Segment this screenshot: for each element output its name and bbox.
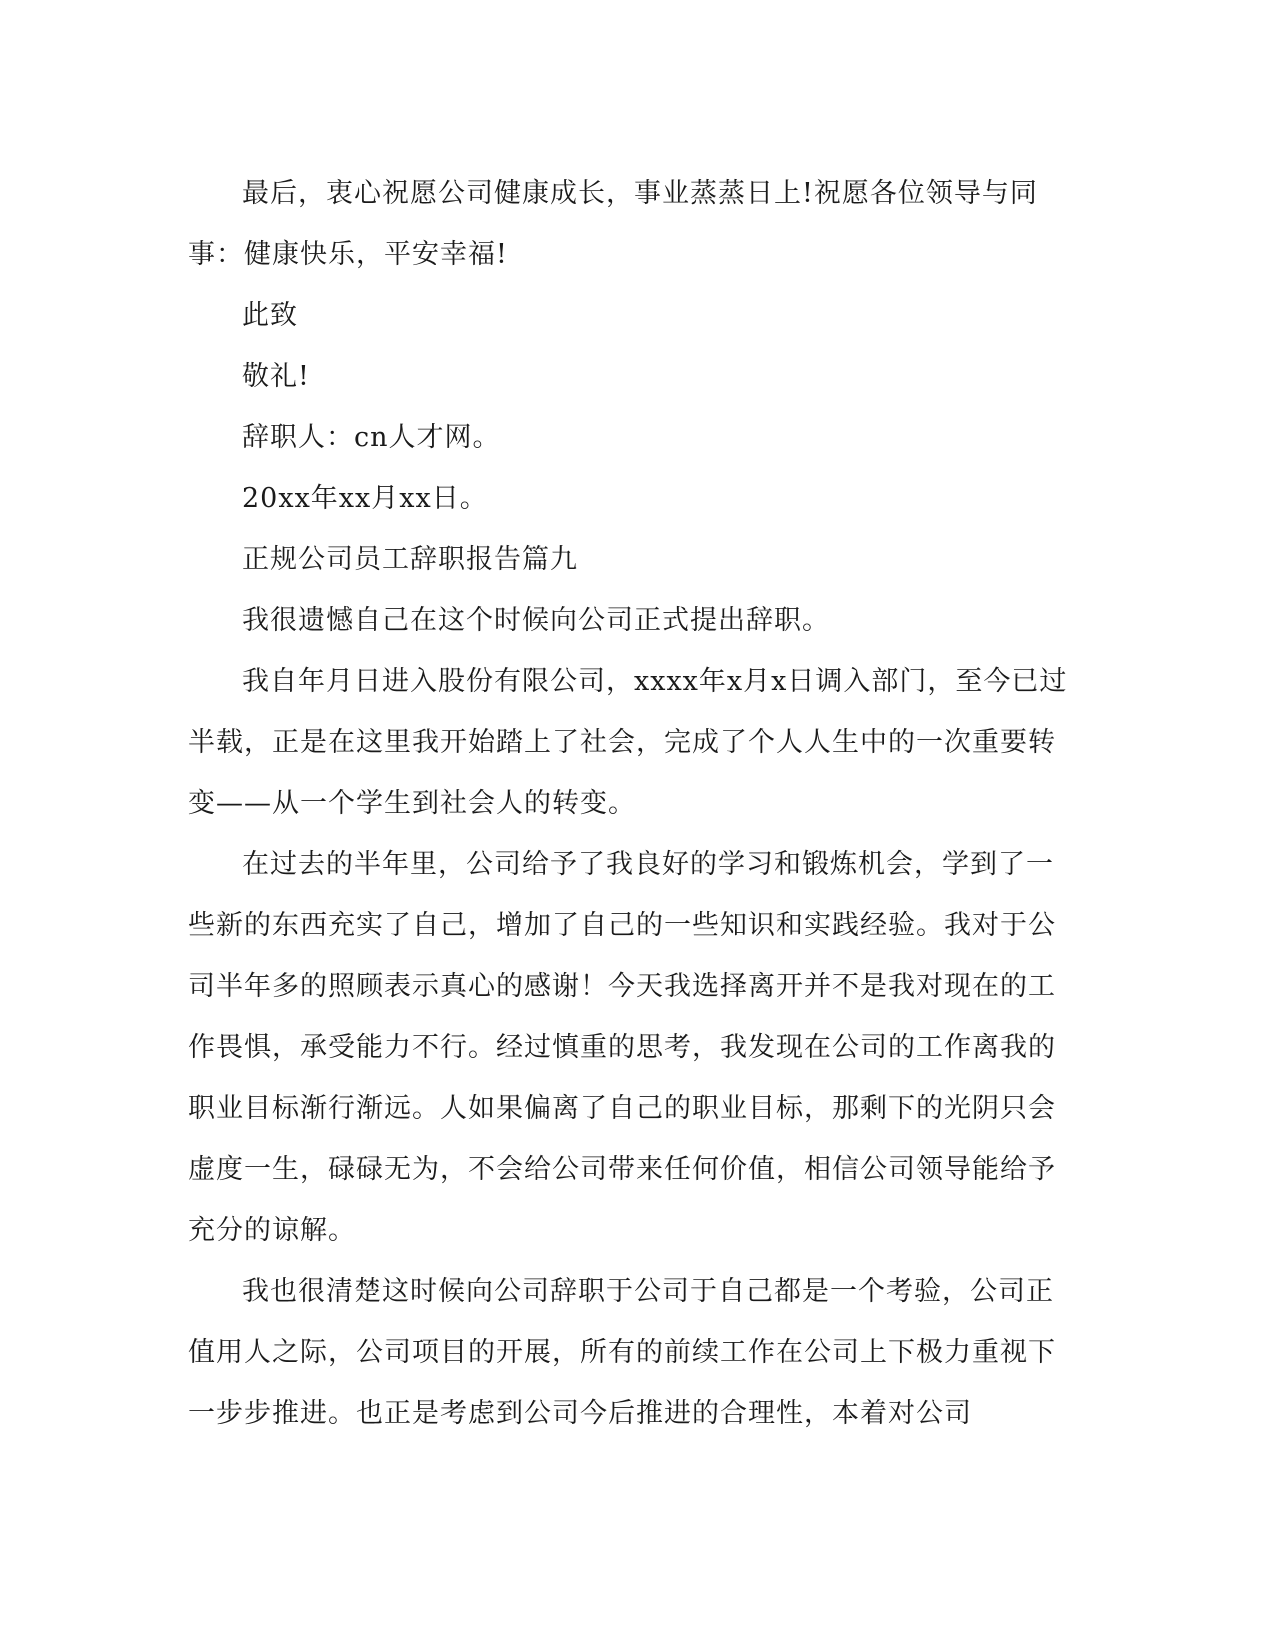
body-paragraph: 在过去的半年里，公司给予了我良好的学习和锻炼机会，学到了一些新的东西充实了自己，增加了自己的一些知识和实践经验。我对于公司半年多的照顾表示真心的感谢！今天我选择离开并不是我对现在的工作畏惧，承受能力不行。经过慎重的思考，我发现在公司的工作离我的职业目标渐行渐远。人如果偏离了自己的职业目标，那剩下的光阴只会虚度一生，碌碌无为，不会给公司带来任何价值，相信公司领导能给予充分的谅解。 (188, 849, 1056, 1246)
section-heading: 正规公司员工辞职报告篇九 (242, 544, 578, 575)
body-paragraph: 我也很清楚这时候向公司辞职于公司于自己都是一个考验，公司正值用人之际，公司项目的开展，所有的前续工作在公司上下极力重视下一步步推进。也正是考虑到公司今后推进的合理性，本着对公司 (188, 1276, 1056, 1429)
regards-line: 敬礼! (242, 361, 310, 392)
signature-line: 辞职人：cn人才网。 (242, 422, 501, 453)
salutation-line: 此致 (242, 300, 298, 331)
body-paragraph: 我很遗憾自己在这个时候向公司正式提出辞职。 (242, 605, 830, 636)
document-body (188, 163, 1068, 1444)
closing-wish-paragraph: 最后，衷心祝愿公司健康成长，事业蒸蒸日上!祝愿各位领导与同事：健康快乐，平安幸福! (188, 178, 1038, 270)
body-paragraph: 我自年月日进入股份有限公司，xxxx年x月x日调入部门，至今已过半载，正是在这里我开始踏上了社会，完成了个人人生中的一次重要转变——从一个学生到社会人的转变。 (188, 666, 1068, 819)
date-line: 20xx年xx月xx日。 (242, 483, 488, 514)
